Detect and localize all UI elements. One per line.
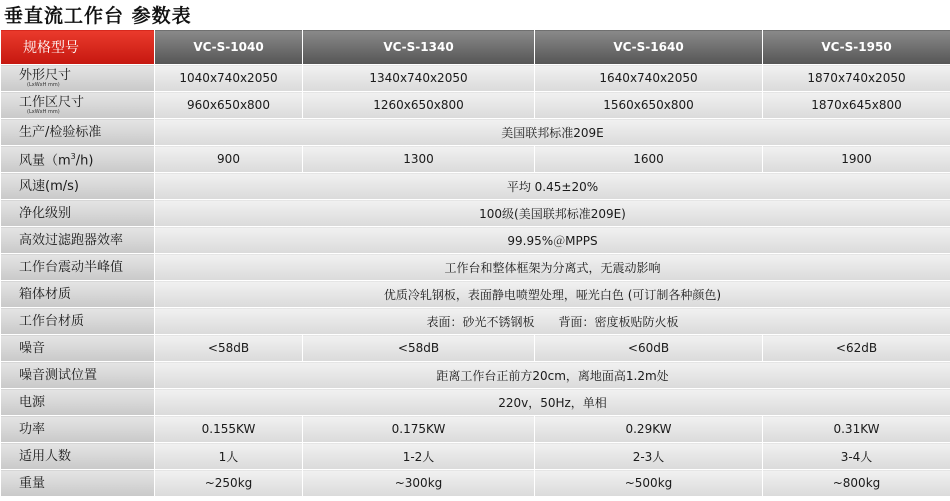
row-label: 风速(m/s): [1, 173, 155, 200]
table-row: [1, 362, 950, 389]
table-cell: 表面：砂光不锈钢板 背面：密度板贴防火板: [155, 308, 950, 335]
table-row: [1, 146, 950, 173]
spec-table: [0, 29, 950, 497]
table-cell: 0.29KW: [535, 416, 763, 443]
row-label-sup: 3: [70, 152, 76, 162]
row-label: 箱体材质: [1, 281, 155, 308]
row-label: [1, 92, 155, 119]
row-label: [1, 146, 155, 173]
table-cell: 距离工作台正前方20cm，离地面高1.2m处: [155, 362, 950, 389]
row-label: 工作台材质: [1, 308, 155, 335]
page-title: 垂直流工作台 参数表: [4, 5, 192, 27]
table-cell: 100级(美国联邦标准209E): [155, 200, 950, 227]
table-row: [1, 308, 950, 335]
table-row: [1, 227, 950, 254]
row-label: 噪音: [1, 335, 155, 362]
row-label: [1, 65, 155, 92]
row-label-text: /h): [75, 153, 94, 169]
table-cell: ~800kg: [763, 470, 950, 497]
table-cell: ~500kg: [535, 470, 763, 497]
row-label: 净化级别: [1, 200, 155, 227]
table-cell: 0.175KW: [303, 416, 535, 443]
table-row: [1, 389, 950, 416]
table-cell: <62dB: [763, 335, 950, 362]
row-label-unit: (LxWxH mm): [27, 108, 60, 115]
table-row: [1, 119, 950, 146]
row-label-unit: (LxWxH mm): [27, 81, 60, 88]
table-row: [1, 281, 950, 308]
table-row: [1, 92, 950, 119]
table-cell: 1人: [155, 443, 303, 470]
param-header-cell: 规格型号: [1, 30, 155, 65]
row-label: 电源: [1, 389, 155, 416]
row-label: 重量: [1, 470, 155, 497]
table-row: [1, 65, 950, 92]
table-cell: <60dB: [535, 335, 763, 362]
table-cell: 1870x645x800: [763, 92, 950, 119]
table-row: [1, 443, 950, 470]
table-cell: <58dB: [155, 335, 303, 362]
table-cell: 1340x740x2050: [303, 65, 535, 92]
model-header-cell: VC-S-1640: [535, 30, 763, 65]
table-cell: ~250kg: [155, 470, 303, 497]
table-cell: 2-3人: [535, 443, 763, 470]
table-row: [1, 335, 950, 362]
table-cell: 优质冷轧钢板，表面静电喷塑处理，哑光白色 (可订制各种颜色): [155, 281, 950, 308]
table-row: [1, 470, 950, 497]
table-row: [1, 254, 950, 281]
table-cell: 1870x740x2050: [763, 65, 950, 92]
row-label: 噪音测试位置: [1, 362, 155, 389]
table-cell: 1900: [763, 146, 950, 173]
model-header-cell: VC-S-1950: [763, 30, 950, 65]
row-label: 工作台震动半峰值: [1, 254, 155, 281]
table-cell: 1300: [303, 146, 535, 173]
table-cell: ~300kg: [303, 470, 535, 497]
table-row: [1, 173, 950, 200]
table-row: [1, 200, 950, 227]
table-cell: 1600: [535, 146, 763, 173]
model-header-cell: VC-S-1340: [303, 30, 535, 65]
row-label: 功率: [1, 416, 155, 443]
table-cell: 平均 0.45±20%: [155, 173, 950, 200]
header-row: [1, 30, 950, 65]
table-cell: 960x650x800: [155, 92, 303, 119]
table-cell: 1560x650x800: [535, 92, 763, 119]
model-header-cell: VC-S-1040: [155, 30, 303, 65]
table-cell: 900: [155, 146, 303, 173]
table-cell: 1-2人: [303, 443, 535, 470]
row-label: 高效过滤跑器效率: [1, 227, 155, 254]
table-cell: 1260x650x800: [303, 92, 535, 119]
table-cell: 1040x740x2050: [155, 65, 303, 92]
table-row: [1, 416, 950, 443]
row-label: 生产/检验标准: [1, 119, 155, 146]
row-label-text: 外形尺寸: [19, 67, 72, 83]
table-cell: 3-4人: [763, 443, 950, 470]
table-cell: <58dB: [303, 335, 535, 362]
table-cell: 1640x740x2050: [535, 65, 763, 92]
row-label-text: 风量（m: [19, 153, 71, 169]
table-cell: 0.31KW: [763, 416, 950, 443]
table-cell: 0.155KW: [155, 416, 303, 443]
table-cell: 220v，50Hz，单相: [155, 389, 950, 416]
table-cell: 工作台和整体框架为分离式，无震动影响: [155, 254, 950, 281]
table-cell: 99.95%＠MPPS: [155, 227, 950, 254]
row-label: 适用人数: [1, 443, 155, 470]
row-label-text: 工作区尺寸: [19, 94, 85, 110]
table-cell: 美国联邦标准209E: [155, 119, 950, 146]
